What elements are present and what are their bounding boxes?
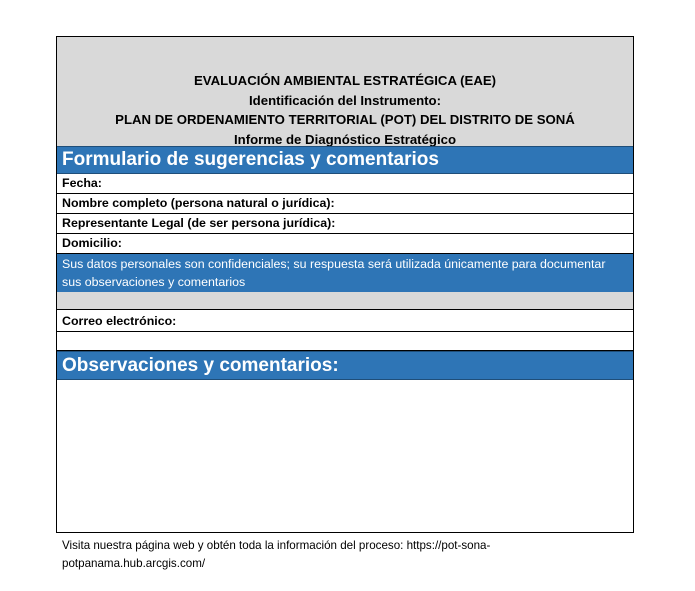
full-name-field-label: Nombre completo (persona natural o jurídica): xyxy=(62,196,335,210)
footer-note: Visita nuestra página web y obtén toda la información del proceso: https://pot-sona-potpanama.hub.arcgis.com/ xyxy=(62,539,491,570)
comments-title-band xyxy=(57,351,633,380)
full-name-field[interactable] xyxy=(57,194,633,214)
legal-representative-field[interactable] xyxy=(57,214,633,234)
header-plan-title: PLAN DE ORDENAMIENTO TERRITORIAL (POT) DEL DISTRITO DE SONÁ xyxy=(115,112,575,127)
comments-title: Observaciones y comentarios: xyxy=(62,355,339,376)
privacy-notice: Sus datos personales son confidenciales; su respuesta será utilizada únicamente para documentar sus observaciones y comentarios xyxy=(57,254,633,292)
address-field[interactable] xyxy=(57,234,633,254)
suggestion-form xyxy=(56,36,634,533)
date-field[interactable] xyxy=(57,174,633,194)
legal-representative-field-label: Representante Legal (de ser persona jurídica): xyxy=(62,216,336,230)
comments-area[interactable] xyxy=(57,380,633,532)
form-title-band xyxy=(57,146,633,174)
header-eae-title: EVALUACIÓN AMBIENTAL ESTRATÉGICA (EAE) xyxy=(193,73,497,88)
form-title: Formulario de sugerencias y comentarios xyxy=(62,149,439,170)
header-report-title: Informe de Diagnóstico Estratégico xyxy=(233,131,457,147)
email-field-label: Correo electrónico: xyxy=(62,314,177,328)
header-instrument-label: Identificación del Instrumento: xyxy=(249,92,441,108)
email-field[interactable] xyxy=(57,310,633,332)
form-header xyxy=(57,37,633,146)
address-field-label: Domicilio: xyxy=(62,236,122,250)
spacer-row xyxy=(57,292,633,310)
date-field-label: Fecha: xyxy=(62,176,102,190)
email-value-row[interactable] xyxy=(57,332,633,351)
